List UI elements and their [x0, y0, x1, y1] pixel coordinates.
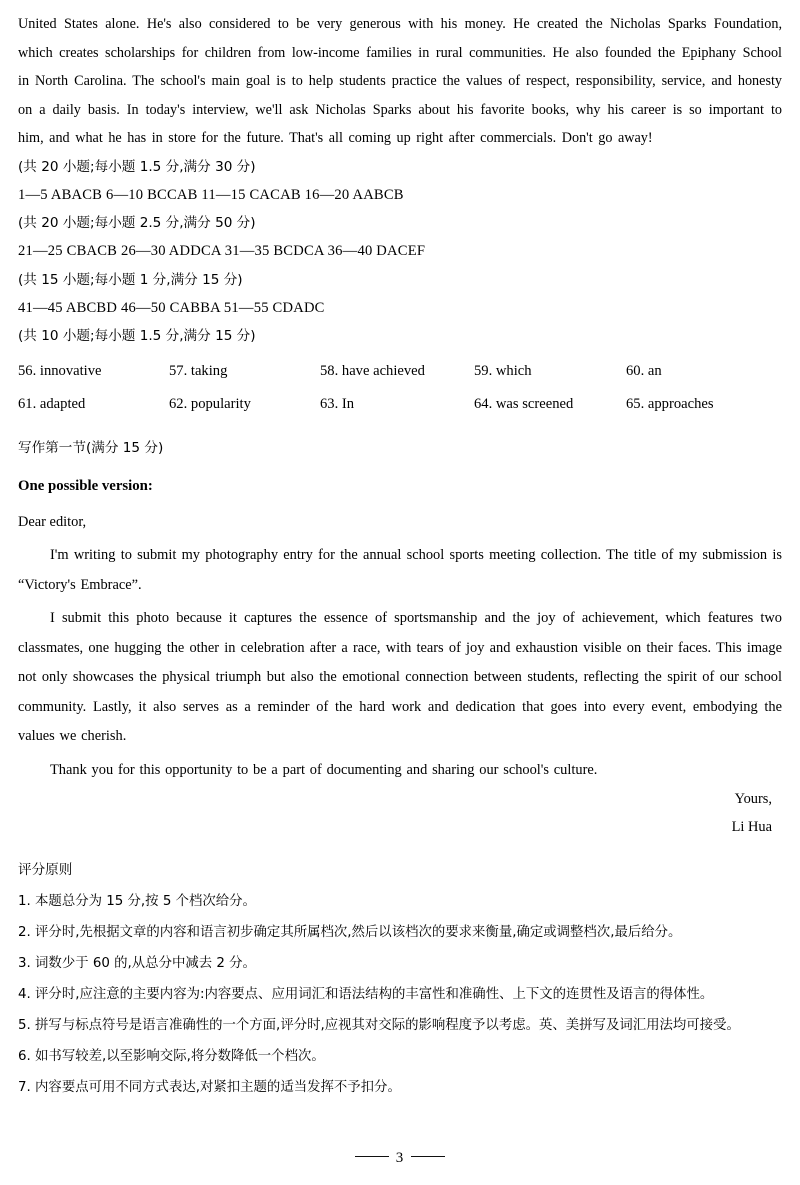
- letter-paragraph-2: I submit this photo because it captures the essence of sportsmanship and the joy of achievement, which features two classmates, one hugging the other in celebration after a race, with tears of joy and exhaustion visible on their faces. This image not only showcases the physical triumph but also the emotional connection between students, reflecting the spirit of our school community. Lastly, it also serves as a reminder of the hard work and dedication that goes into every event, embodying the values we cherish.: [18, 610, 782, 744]
- letter-signature-yours: Yours,: [734, 791, 772, 807]
- fill-answer-56: 56. innovative: [18, 363, 102, 379]
- fill-answer-60: 60. an: [626, 363, 662, 379]
- page-number: 3: [395, 1150, 404, 1166]
- intro-paragraph: United States alone. He's also considered to be very generous with his money. He created the Nicholas Sparks Foundation, which creates scholarships for children from low-income families in rural communities. He also founded the Epiphany School in North Carolina. The school's main goal is to help students practice the values of respect, responsibility, service, and honesty on a daily basis. In today's interview, we'll ask Nicholas Sparks about his favorite books, why his career is so important to him, and what he has in store for the future. That's all coming up right after commercials. Don't go away!: [18, 16, 782, 146]
- fill-answer-59: 59. which: [474, 363, 532, 379]
- scoring-rule-3: 3. 词数少于 60 的,从总分中减去 2 分。: [18, 956, 256, 971]
- section-answers-3: 41—45 ABCBD 46—50 CABBA 51—55 CDADC: [18, 299, 325, 316]
- fill-answer-65: 65. approaches: [626, 396, 714, 412]
- letter-signature-name: Li Hua: [731, 819, 772, 835]
- writing-section-heading: 写作第一节(满分 15 分): [18, 440, 164, 456]
- letter-salutation: Dear editor,: [18, 514, 87, 530]
- fill-answer-58: 58. have achieved: [320, 363, 425, 379]
- fill-answer-63: 63. In: [320, 396, 355, 412]
- section-heading-1: (共 20 小题;每小题 1.5 分,满分 30 分): [18, 158, 256, 175]
- scoring-rule-4: 4. 评分时,应注意的主要内容为:内容要点、应用词汇和语法结构的丰富性和准确性、上下文的连贯性及语言的得体性。: [18, 987, 714, 1002]
- possible-version-heading: One possible version:: [18, 478, 153, 494]
- letter-paragraph-3: Thank you for this opportunity to be a part of documenting and sharing our school's culture.: [50, 761, 598, 778]
- section-heading-4: (共 10 小题;每小题 1.5 分,满分 15 分): [18, 328, 256, 344]
- section-answers-2: 21—25 CBACB 26—30 ADDCA 31—35 BCDCA 36—40 DACEF: [18, 243, 426, 259]
- letter-paragraph-1: I'm writing to submit my photography entry for the annual school sports meeting collection. The title of my submission is “Victory's Embrace”.: [18, 547, 782, 593]
- footer-dash-left: [355, 1156, 389, 1157]
- footer-dash-right: [411, 1156, 445, 1157]
- scoring-rule-2: 2. 评分时,先根据文章的内容和语言初步确定其所属档次,然后以该档次的要求来衡量,确定或调整档次,最后给分。: [18, 925, 682, 940]
- fill-answer-57: 57. taking: [169, 363, 228, 379]
- scoring-rule-6: 6. 如书写较差,以至影响交际,将分数降低一个档次。: [18, 1049, 325, 1064]
- scoring-principles-heading: 评分原则: [18, 862, 73, 878]
- fill-answer-64: 64. was screened: [474, 396, 574, 412]
- fill-answer-62: 62. popularity: [169, 396, 251, 412]
- section-heading-2: (共 20 小题;每小题 2.5 分,满分 50 分): [18, 215, 256, 231]
- scoring-rule-1: 1. 本题总分为 15 分,按 5 个档次给分。: [18, 894, 256, 909]
- scoring-rule-7: 7. 内容要点可用不同方式表达,对紧扣主题的适当发挥不予扣分。: [18, 1080, 401, 1095]
- page-content: [18, 10, 782, 1102]
- page-footer: [0, 1150, 800, 1167]
- section-answers-1: 1—5 ABACB 6—10 BCCAB 11—15 CACAB 16—20 AABCB: [18, 186, 404, 203]
- fill-in-answers-grid: [18, 355, 782, 421]
- scoring-rule-5: 5. 拼写与标点符号是语言准确性的一个方面,评分时,应视其对交际的影响程度予以考虑。英、美拼写及词汇用法均可接受。: [18, 1018, 740, 1033]
- section-heading-3: (共 15 小题;每小题 1 分,满分 15 分): [18, 271, 243, 288]
- fill-answer-61: 61. adapted: [18, 396, 86, 412]
